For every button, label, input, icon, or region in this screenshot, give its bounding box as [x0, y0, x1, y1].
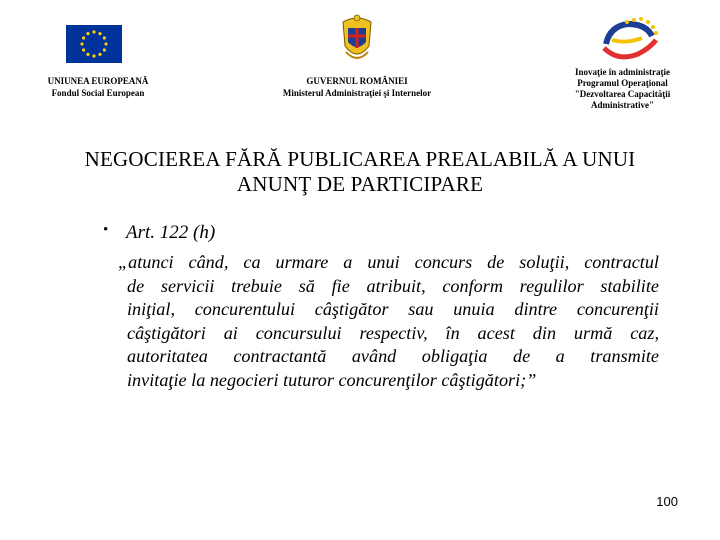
program-caption-line2: Programul Operaţional	[577, 78, 668, 88]
quote-line: iniţial, concurentului câştigător sau unuia dintre concurenţii	[127, 299, 659, 319]
article-quote	[118, 251, 659, 392]
eu-caption-line2: Fondul Social European	[51, 88, 145, 98]
slide-title-line2: ANUNŢ DE PARTICIPARE	[236, 172, 484, 196]
program-logo-icon	[598, 14, 662, 66]
gov-caption	[262, 75, 452, 99]
program-caption-line4: Administrative"	[591, 100, 654, 110]
program-caption-line1: Inovaţie în administraţie	[574, 67, 670, 77]
program-caption	[560, 67, 685, 111]
gov-caption-line2: Ministerul Administraţiei şi Internelor	[282, 88, 432, 98]
quote-line: de servicii trebuie să fie atribuit, conform regulilor stabilite	[127, 275, 659, 296]
article-reference: Art. 122 (h)	[126, 222, 216, 243]
eu-flag-icon	[66, 25, 122, 63]
slide-title-line1: NEGOCIEREA FĂRĂ PUBLICAREA PREALABILĂ A UNUI	[84, 147, 636, 171]
gov-caption-line1: GUVERNUL ROMÂNIEI	[306, 76, 408, 86]
eu-caption	[18, 75, 178, 99]
quote-line: „atunci când, ca urmare a unui concurs de soluţii, contractul	[118, 252, 659, 272]
eu-caption-line1: UNIUNEA EUROPEANĂ	[47, 76, 149, 86]
quote-line: câştigători ai concursului respectiv, în acest din urmă caz,	[127, 322, 659, 343]
bullet-marker: •	[103, 222, 109, 238]
quote-line: invitaţie la negocieri tuturor concurenţilor câştigători;”	[127, 369, 537, 390]
romania-coat-of-arms-icon	[340, 12, 374, 68]
slide-title	[20, 147, 700, 197]
program-caption-line3: "Dezvoltarea Capacităţii	[574, 89, 671, 99]
quote-line: autoritatea contractantă având obligaţia de a transmite	[127, 346, 659, 366]
page-number: 100	[656, 494, 678, 509]
